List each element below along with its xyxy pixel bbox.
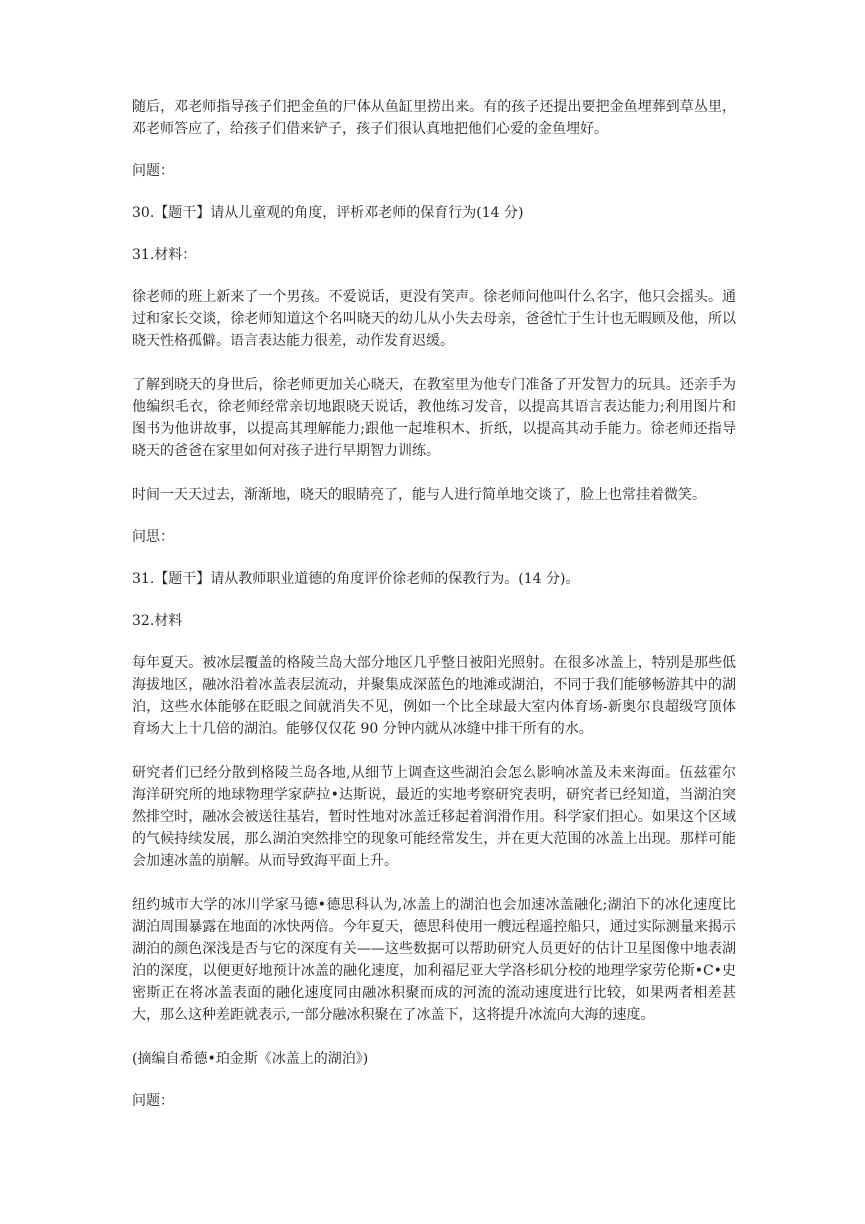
question-31-stem: 31.【题干】请从教师职业道德的角度评价徐老师的保教行为。(14 分)。: [132, 571, 580, 587]
paragraph-xiaotian-intro: 徐老师的班上新来了一个男孩。不爱说话，更没有笑声。徐老师问他叫什么名字，他只会摇头。通过和家长交谈，徐老师知道这个名叫晓天的幼儿从小失去母亲，爸爸忙于生计也无暇顾及他，所以晓天性格孤僻。语言表达能力很差，动作发育迟缓。: [132, 289, 736, 349]
material-31-heading: 31.材料：: [132, 247, 197, 263]
question-label: 问题：: [132, 1093, 174, 1109]
paragraph-teacher-care: 了解到晓天的身世后，徐老师更加关心晓天，在教室里为他专门准备了开发智力的玩具。还亲手为他编织毛衣，徐老师经常亲切地跟晓天说话，教他练习发音，以提高其语言表达能力;利用图片和图书为他讲故事，以提高其理解能力;跟他一起堆积木、折纸，以提高其动手能力。徐老师还指导晓天的爸爸在家里如何对孩子进行早期智力训练。: [132, 377, 736, 459]
material-32-heading: 32.材料: [132, 613, 183, 629]
question-30-stem: 30.【题干】请从儿童观的角度，评析邓老师的保育行为(14 分): [132, 205, 524, 221]
question-label: 问题：: [132, 163, 174, 179]
paragraph-melting-speed: 纽约城市大学的冰川学家马德•德思科认为,冰盖上的湖泊也会加速冰盖融化;湖泊下的冰化速度比湖泊周围暴露在地面的冰快两倍。今年夏天，德思科使用一艘远程遥控船只，通过实际测量来揭示湖泊的颜色深浅是否与它的深度有关——这些数据可以帮助研究人员更好的估计卫星图像中地表湖泊的深度，以便更好地预计冰盖的融化速度，加利福尼亚大学洛杉矶分校的地理学家劳伦斯•C•史密斯正在将冰盖表面的融化速度同由融冰积聚而成的河流的流动速度进行比较，如果两者相差甚大，那么这种差距就表示,一部分融冰积聚在了冰盖下，这将提升冰流向大海的速度。: [132, 897, 736, 1023]
question-label: 问思：: [132, 529, 174, 545]
source-citation: (摘编自希德•珀金斯《冰盖上的湖泊》): [132, 1051, 369, 1067]
paragraph-greenland-lakes: 每年夏天。被冰层覆盖的格陵兰岛大部分地区几乎整日被阳光照射。在很多冰盖上，特别是那些低海拔地区，融冰沿着冰盖表层流动，并聚集成深蓝色的地滩或湖泊，不同于我们能够畅游其中的湖泊，这些水体能够在眨眼之间就消失不见，例如一个比全球最大室内体育场-新奥尔良超级穹顶体育场大上十几倍的湖泊。能够仅仅花 90 分钟内就从冰缝中排干所有的水。: [132, 655, 736, 737]
paragraph-researchers: 研究者们已经分散到格陵兰岛各地,从细节上调查这些湖泊会怎么影响冰盖及未来海面。伍兹霍尔海洋研究所的地球物理学家萨拉•达斯说，最近的实地考察研究表明，研究者已经知道，当湖泊突然排空时，融冰会被送往基岩，暂时性地对冰盖迁移起着润滑作用。科学家们担心。如果这个区域的气候持续发展，那么湖泊突然排空的现象可能经常发生，并在更大范围的冰盖上出现。那样可能会加速冰盖的崩解。从而导致海平面上升。: [132, 765, 736, 869]
document-page: [132, 96, 736, 1112]
paragraph-goldfish-burial: 随后，邓老师指导孩子们把金鱼的尸体从鱼缸里捞出来。有的孩子还提出要把金鱼埋葬到草丛里，邓老师答应了，给孩子们借来铲子，孩子们很认真地把他们心爱的金鱼埋好。: [132, 99, 736, 137]
paragraph-xiaotian-progress: 时间一天天过去，渐渐地，晓天的眼睛亮了，能与人进行简单地交谈了，脸上也常挂着微笑。: [132, 487, 706, 503]
